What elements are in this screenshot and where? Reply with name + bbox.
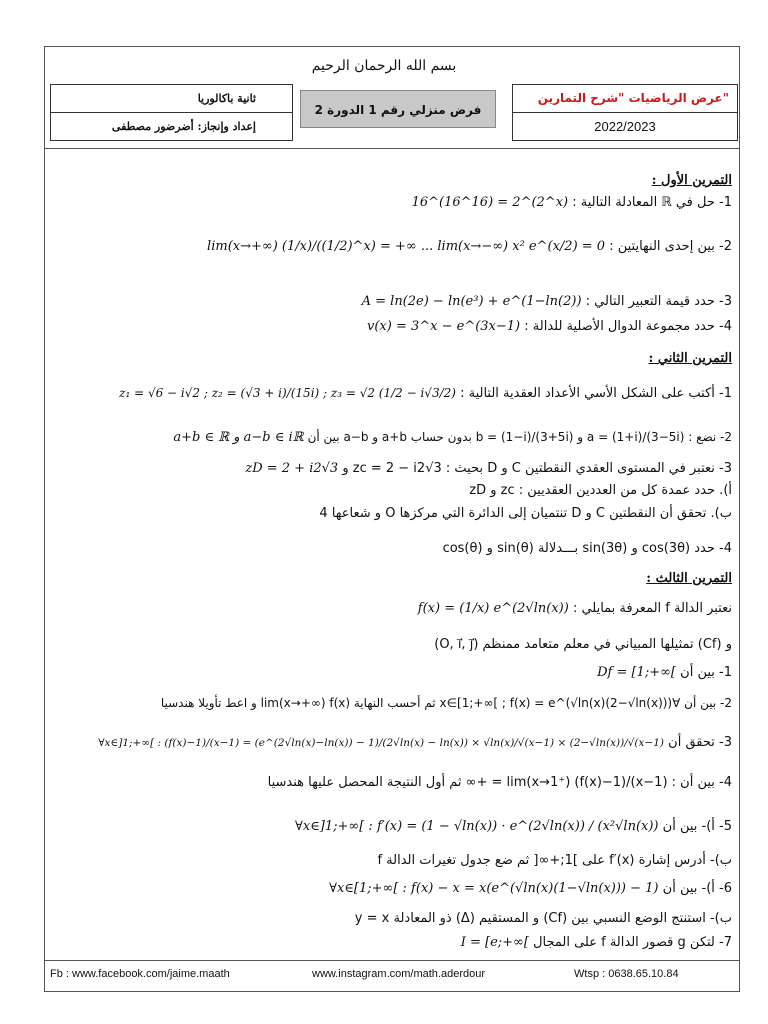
ex2-q3b: ب). تحقق أن النقطتين C و D تنتميان إلى الدائرة التي مركزها O و شعاعها 4 xyxy=(319,506,732,521)
ex3-q2: 2- بين أن ∀x∈[1;+∞[ ; f(x) = e^(√ln(x)(2−√ln(x))) ثم أحسب النهاية lim(x→+∞) f(x) و اعط تأويلا هندسيا xyxy=(160,696,732,710)
ex1-title: التمرين الأول : xyxy=(651,173,732,188)
footer-divider xyxy=(44,960,740,961)
ex3-q6a: 6- أ)- بين أن ∀x∈[1;+∞[ : f(x) − x = x(e^(√ln(x)(1−√ln(x))) − 1) xyxy=(329,881,732,896)
ex2-q2: 2- نضع : a = (1+i)/(3−5i) و b = (1−i)/(3+5i) بدون حساب a+b و a−b بين أن a+b ∈ ℝ و a−b ∈ iℝ xyxy=(173,430,732,445)
footer-facebook: Fb : www.facebook.com/jaime.maath xyxy=(50,968,230,980)
subject-label: عرض الرياضيات "شرح التمارين" xyxy=(513,85,737,113)
footer-whatsapp: Wtsp : 0638.65.10.84 xyxy=(574,968,679,980)
ex3-q5a: 5- أ)- بين أن ∀x∈]1;+∞[ : f′(x) = (1 − √ln(x)) · e^(2√ln(x)) / (x²√ln(x)) xyxy=(294,819,732,834)
homework-title: فرض منزلي رقم 1 الدورة 2 xyxy=(300,90,496,128)
ex1-q4: 4- حدد مجموعة الدوال الأصلية للدالة : v(x) = 3^x − e^(3x−1) xyxy=(367,319,732,334)
ex3-intro2: و (Cf) تمثيلها المبياني في معلم متعامد ممنظم (O, i⃗, j⃗) xyxy=(434,637,732,652)
ex2-title: التمرين الثاني : xyxy=(648,351,732,366)
ex3-intro1: نعتبر الدالة f المعرفة بمايلي : f(x) = (1/x) e^(2√ln(x)) xyxy=(417,601,732,616)
ex3-q4: 4- بين أن : lim(x→1⁺) (f(x)−1)/(x−1) = +∞ ثم أول النتيجة المحصل عليها هندسيا xyxy=(267,775,732,790)
ex3-q6b: ب)- استنتج الوضع النسبي بين (Cf) و المستقيم (Δ) ذو المعادلة y = x xyxy=(354,911,732,926)
ex1-q3: 3- حدد قيمة التعبير التالي : A = ln(2e) − ln(e³) + e^(1−ln(2)) xyxy=(361,294,732,309)
ex2-q1: 1- أكتب على الشكل الأسي الأعداد العقدية التالية : z₁ = √6 − i√2 ; z₂ = (√3 + i)/(15i) ; z₃ = √2 (1/2 − i√3/2) xyxy=(119,386,732,401)
footer-instagram: www.instagram.com/math.aderdour xyxy=(312,968,486,980)
ex3-q1: 1- بين أن Df = [1;+∞[ xyxy=(597,665,732,680)
header-divider xyxy=(44,148,740,149)
ex3-q3: 3- تحقق أن ∀x∈]1;+∞[ : (f(x)−1)/(x−1) = (e^(2√ln(x)−ln(x)) − 1)/(2√ln(x) − ln(x)) × √ln(x)/√(x−1) × (2−√ln(x))/√(x−1) xyxy=(98,735,732,750)
ex3-q5b: ب)- أدرس إشارة f′(x) على ]1;+∞[ ثم ضع جدول تغيرات الدالة f xyxy=(377,853,732,868)
ex1-q1: 1- حل في ℝ المعادلة التالية : 16^(16^16) = 2^(2^x) xyxy=(411,195,732,210)
level-label: ثانية باكالوريا xyxy=(51,85,292,113)
author-label: إعداد وإنجاز: أضرضور مصطفى xyxy=(111,120,256,133)
basmala: بسم الله الرحمان الرحيم xyxy=(311,58,457,74)
header-left-box xyxy=(50,84,293,141)
ex2-q3: 3- نعتبر في المستوى العقدي النقطتين C و D بحيث : zc = 2 − i2√3 و zD = 2 + i2√3 xyxy=(245,461,732,476)
ex3-title: التمرين الثالث : xyxy=(646,571,732,586)
ex2-q3a: أ). حدد عمدة كل من العددين العقديين : zc و zD xyxy=(469,483,732,498)
school-year: 2022/2023 xyxy=(594,119,656,134)
ex1-q2: 2- بين إحدى النهايتين : lim(x→+∞) (1/x)/((1/2)^x) = +∞ ... lim(x→−∞) x² e^(x/2) = 0 xyxy=(207,239,732,254)
ex2-q4: 4- حدد cos(3θ) و sin(3θ) بـــدلالة sin(θ) و cos(θ) xyxy=(442,541,732,556)
header-right-box xyxy=(512,84,738,141)
ex3-q7: 7- لتكن g قصور الدالة f على المجال I = [e;+∞[ xyxy=(460,935,732,950)
